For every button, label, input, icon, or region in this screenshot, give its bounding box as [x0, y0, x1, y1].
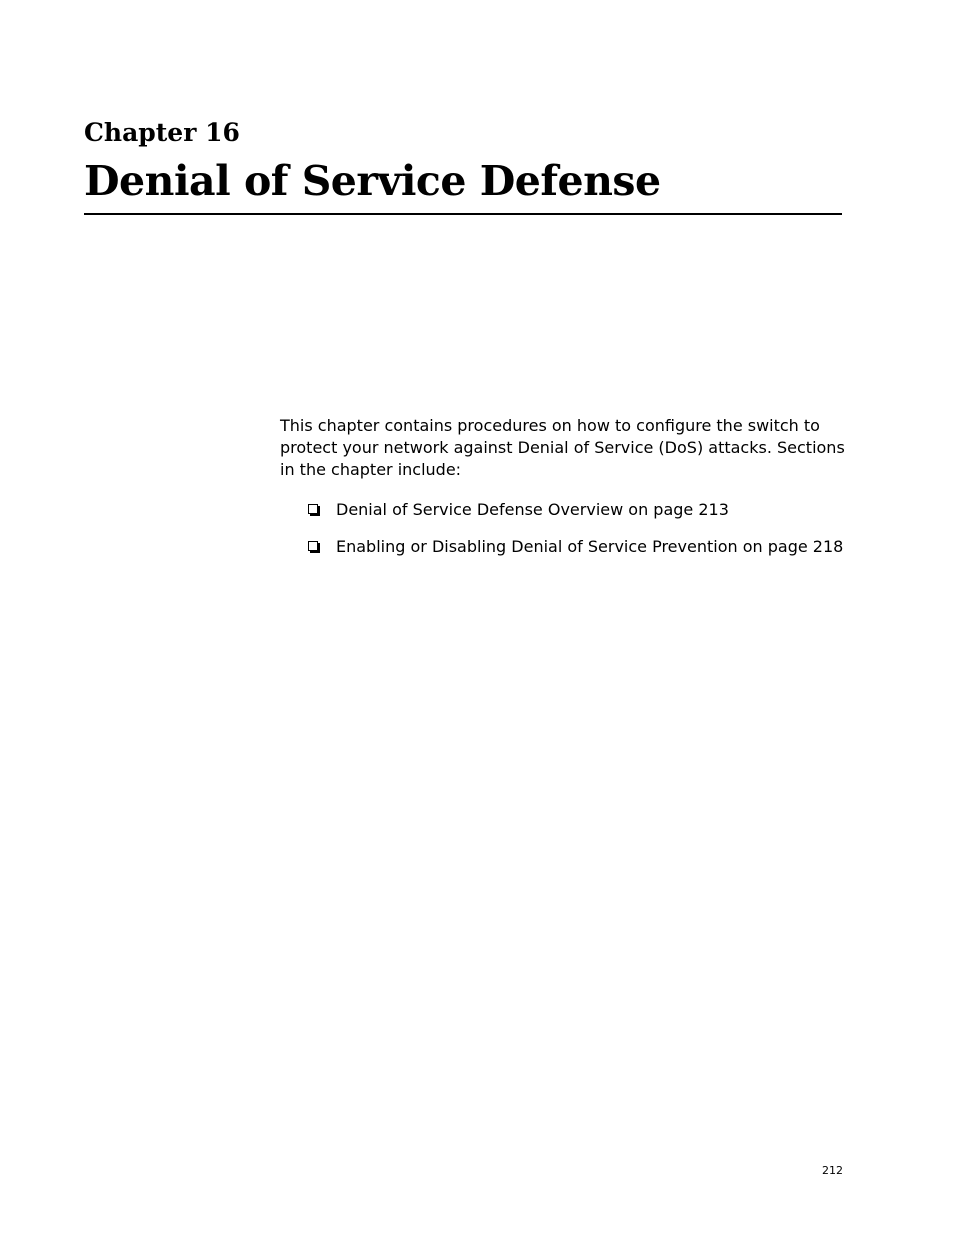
chapter-title: Denial of Service Defense: [84, 157, 661, 205]
section-link[interactable]: Denial of Service Defense Overview on page 213: [336, 500, 729, 519]
checkbox-bullet-icon: [308, 541, 318, 551]
section-list-item: [308, 536, 843, 558]
intro-paragraph: This chapter contains procedures on how to configure the switch to protect your network against Denial of Service (DoS) attacks. Sections in the chapter include:: [280, 416, 845, 479]
section-list: [308, 499, 843, 573]
title-rule: [84, 213, 842, 215]
section-list-item: [308, 499, 843, 521]
chapter-label: Chapter 16: [84, 118, 240, 147]
section-link[interactable]: Enabling or Disabling Denial of Service Prevention on page 218: [336, 537, 844, 556]
page-number: 212: [822, 1164, 843, 1177]
checkbox-bullet-icon: [308, 504, 318, 514]
